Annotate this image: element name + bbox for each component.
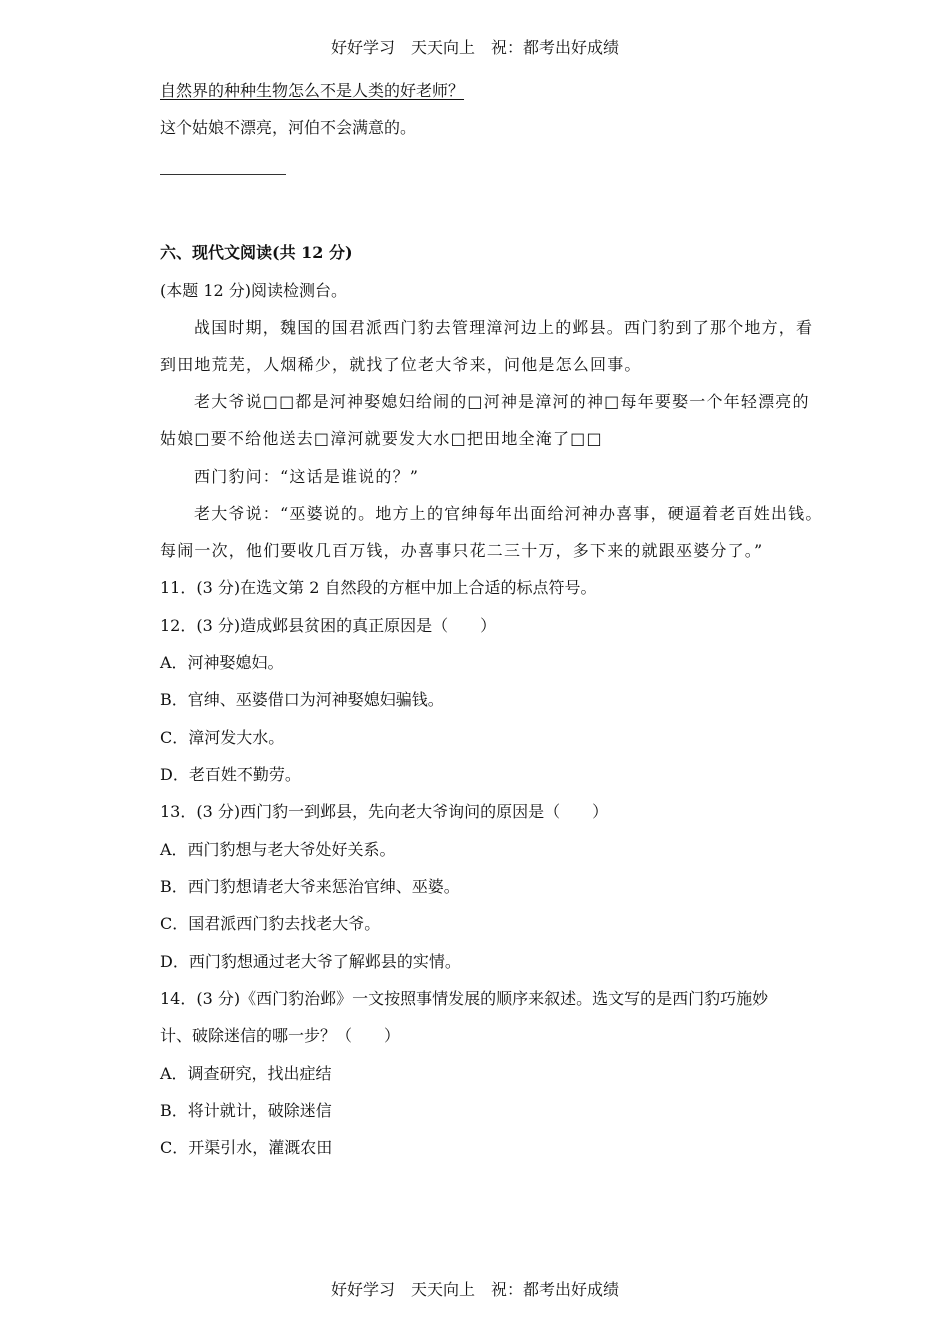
q12-option-d: D．老百姓不勤劳。 bbox=[160, 765, 301, 784]
example-sentence: 这个姑娘不漂亮，河伯不会满意的。 bbox=[160, 118, 417, 137]
passage-line: 战国时期，魏国的国君派西门豹去管理漳河边上的邺县。西门豹到了那个地方，看 bbox=[194, 318, 814, 337]
passage-line: 老大爷说：“巫婆说的。地方上的官绅每年出面给河神办喜事，硬逼着老百姓出钱。 bbox=[194, 504, 823, 523]
q12-option-b: B．官绅、巫婆借口为河神娶媳妇骗钱。 bbox=[160, 690, 444, 709]
section-title: 六、现代文阅读(共 12 分) bbox=[160, 243, 353, 262]
q13-option-c: C．国君派西门豹去找老大爷。 bbox=[160, 914, 381, 933]
q13-option-d: D．西门豹想通过老大爷了解邺县的实情。 bbox=[160, 952, 461, 971]
q12-option-a: A．河神娶媳妇。 bbox=[160, 653, 284, 672]
page-footer: 好好学习 天天向上 祝：都考出好成绩 bbox=[330, 1280, 619, 1299]
q13-option-a: A．西门豹想与老大爷处好关系。 bbox=[160, 840, 396, 859]
q14-option-c: C．开渠引水，灌溉农田 bbox=[160, 1138, 333, 1157]
question-14-line-2: 计、破除迷信的哪一步？（ ） bbox=[160, 1026, 401, 1045]
passage-line: 姑娘□要不给他送去□漳河就要发大水□把田地全淹了□□ bbox=[160, 429, 603, 448]
answer-blank-line bbox=[160, 174, 286, 175]
passage-line: 每闹一次，他们要收几百万钱，办喜事只花二三十万，多下来的就跟巫婆分了。” bbox=[160, 541, 764, 560]
q12-option-c: C．漳河发大水。 bbox=[160, 728, 285, 747]
passage-line: 老大爷说□□都是河神娶媳妇给闹的□河神是漳河的神□每年要娶一个年轻漂亮的 bbox=[194, 392, 810, 411]
q13-option-b: B．西门豹想请老大爷来惩治官绅、巫婆。 bbox=[160, 877, 460, 896]
question-12: 12．(3 分)造成邺县贫困的真正原因是（ ） bbox=[160, 616, 497, 635]
page-header: 好好学习 天天向上 祝：都考出好成绩 bbox=[330, 38, 619, 57]
question-14-line-1: 14．(3 分)《西门豹治邺》一文按照事情发展的顺序来叙述。选文写的是西门豹巧施妙 bbox=[160, 989, 769, 1008]
q14-option-a: A．调查研究，找出症结 bbox=[160, 1064, 332, 1083]
section-intro: (本题 12 分)阅读检测台。 bbox=[160, 281, 348, 300]
q14-option-b: B．将计就计，破除迷信 bbox=[160, 1101, 332, 1120]
passage-line: 西门豹问：“这话是谁说的？” bbox=[194, 467, 420, 486]
passage-line: 到田地荒芜，人烟稀少，就找了位老大爷来，问他是怎么回事。 bbox=[160, 355, 642, 374]
question-13: 13．(3 分)西门豹一到邺县，先向老大爷询问的原因是（ ） bbox=[160, 802, 609, 821]
question-11: 11．(3 分)在选文第 2 自然段的方框中加上合适的标点符号。 bbox=[160, 578, 597, 597]
question-line: 自然界的种种生物怎么不是人类的好老师？ bbox=[160, 81, 465, 100]
